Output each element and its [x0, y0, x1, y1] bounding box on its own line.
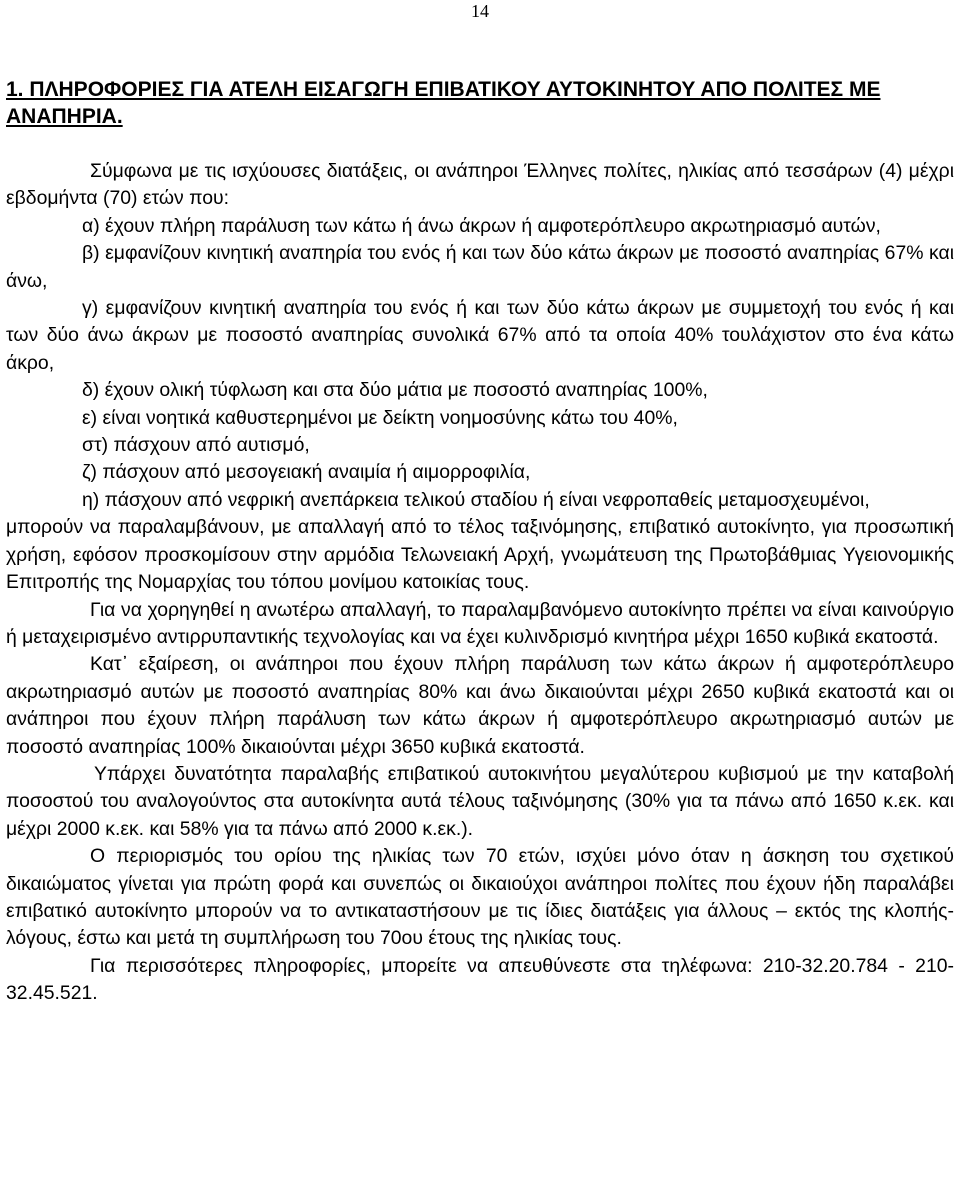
- intro-paragraph: Σύμφωνα με τις ισχύουσες διατάξεις, οι ανάπηροι Έλληνες πολίτες, ηλικίας από τεσσάρων (4) μέχρι εβδομήντα (70) ετών που:: [6, 160, 954, 210]
- age-limit-paragraph: Ο περιορισμός του ορίου της ηλικίας των 70 ετών, ισχύει μόνο όταν η άσκηση του σχετικού δικαιώματος γίνεται για πρώτη φορά και συνεπώς οι δικαιούχοι ανάπηροι πολίτες που έχουν ήδη παραλάβει επιβατικό αυτοκίνητο μπορούν να το αντικαταστήσουν με τις ίδιες διατάξεις για άλλους – εκτός της κλοπής- λόγους, έστω και μετά τη συμπλήρωση του 70ου έτους της ηλικίας τους.: [6, 845, 954, 950]
- list-item-d: δ) έχουν ολική τύφλωση και στα δύο μάτια με ποσοστό αναπηρίας 100%,: [82, 379, 708, 402]
- document-body: [6, 158, 954, 1008]
- page-number: 14: [471, 1, 489, 21]
- list-item-st: στ) πάσχουν από αυτισμό,: [82, 434, 310, 457]
- list-item-b: β) εμφανίζουν κινητική αναπηρία του ενός ή και των δύο κάτω άκρων με ποσοστό αναπηρίας 67% και άνω,: [6, 242, 954, 292]
- list-item-e: ε) είναι νοητικά καθυστερημένοι με δείκτη νοημοσύνης κάτω του 40%,: [82, 406, 678, 429]
- larger-car-paragraph: Υπάρχει δυνατότητα παραλαβής επιβατικού αυτοκινήτου μεγαλύτερου κυβισμού με την καταβολή ποσοστού του αναλογούντος στα αυτοκίνητα αυτά τέλους ταξινόμησης (30% για τα πάνω από 1650 κ.εκ. και μέχρι 2000 κ.εκ. και 58% για τα πάνω από 2000 κ.εκ.).: [6, 762, 954, 840]
- exception-paragraph: Κατ᾽ εξαίρεση, οι ανάπηροι που έχουν πλήρη παράλυση των κάτω άκρων ή αμφοτερόπλευρο ακρωτηριασμό αυτών με ποσοστό αναπηρίας 80% και άνω δικαιούνται μέχρι 2650 κυβικά εκατοστά και οι ανάπηροι που έχουν πλήρη παράλυση των κάτω άκρων ή αμφοτερόπλευρο ακρωτηριασμό αυτών με ποσοστό αναπηρίας 100% δικαιούνται μέχρι 3650 κυβικά εκατοστά.: [6, 653, 954, 758]
- list-item-h: η) πάσχουν από νεφρική ανεπάρκεια τελικού σταδίου ή είναι νεφροπαθείς μεταμοσχευμένοι,: [82, 488, 870, 511]
- list-item-c: γ) εμφανίζουν κινητική αναπηρία του ενός ή και των δύο κάτω άκρων με συμμετοχή του ενός ή και των δύο άνω άκρων με ποσοστό αναπηρίας συνολικά 67% από τα οποία 40% τουλάχιστον στο ένα κάτω άκρο,: [6, 297, 954, 374]
- section-heading: 1. ΠΛΗΡΟΦΟΡΙΕΣ ΓΙΑ ΑΤΕΛΗ ΕΙΣΑΓΩΓΗ ΕΠΙΒΑΤΙΚΟΥ ΑΥΤΟΚΙΝΗΤΟΥ ΑΠΟ ΠΟΛΙΤΕΣ ΜΕ ΑΝΑΠΗΡΙΑ.: [6, 78, 881, 128]
- list-item-z: ζ) πάσχουν από μεσογειακή αναιμία ή αιμορροφιλία,: [82, 461, 531, 484]
- contact-paragraph: Για περισσότερες πληροφορίες, μπορείτε να απευθύνεστε στα τηλέφωνα: 210-32.20.784 - 210-32.45.521.: [6, 954, 954, 1005]
- list-item-a: α) έχουν πλήρη παράλυση των κάτω ή άνω άκρων ή αμφοτερόπλευρο ακρωτηριασμό αυτών,: [82, 214, 881, 237]
- requirement-paragraph: Για να χορηγηθεί η ανωτέρω απαλλαγή, το παραλαμβανόμενο αυτοκίνητο πρέπει να είναι καινούργιο ή μεταχειρισμένο αντιρρυπαντικής τεχνολογίας και να έχει κυλινδρισμό κινητήρα μέχρι 1650 κυβικά εκατοστά.: [6, 598, 954, 648]
- conclusion-paragraph: μπορούν να παραλαμβάνουν, με απαλλαγή από το τέλος ταξινόμησης, επιβατικό αυτοκίνητο, για προσωπική χρήση, εφόσον προσκομίσουν στην αρμόδια Τελωνειακή Αρχή, γνωμάτευση της Πρωτοβάθμιας Υγειονομικής Επιτροπής της Νομαρχίας του τόπου μονίμου κατοικίας τους.: [6, 516, 954, 594]
